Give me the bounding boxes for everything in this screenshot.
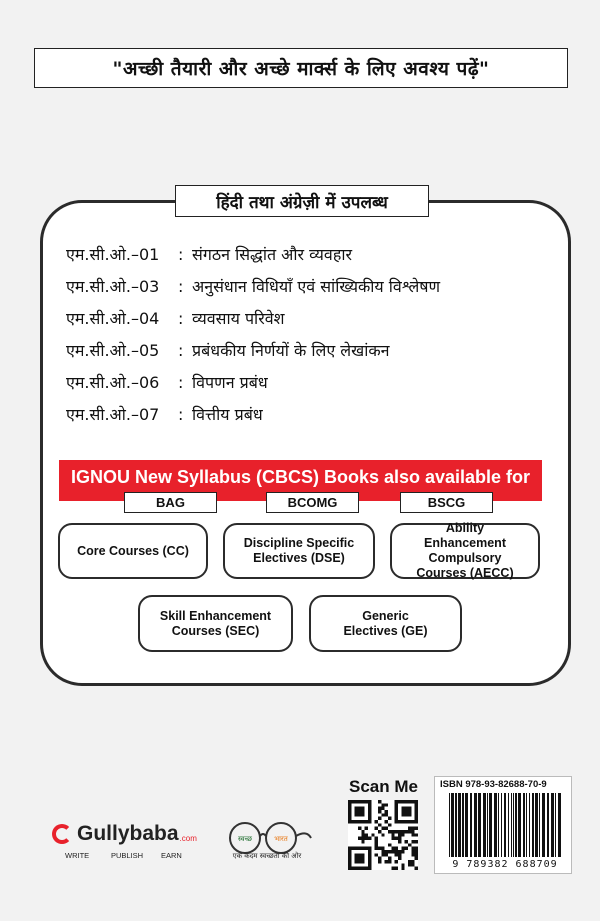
category-label: Core Courses (CC) bbox=[77, 543, 189, 558]
course-title: संगठन सिद्धांत और व्यवहार bbox=[192, 245, 353, 264]
course-item bbox=[66, 398, 546, 430]
course-separator: : bbox=[178, 404, 184, 424]
gullybaba-logo bbox=[52, 822, 197, 846]
program-label: BCOMG bbox=[287, 495, 338, 510]
program-chip-bag bbox=[124, 492, 217, 513]
course-title: प्रबंधकीय निर्णयों के लिए लेखांकन bbox=[192, 341, 390, 360]
category-ge bbox=[309, 595, 462, 652]
course-separator: : bbox=[178, 372, 184, 392]
program-label: BSCG bbox=[427, 495, 466, 510]
course-item bbox=[66, 270, 546, 302]
publisher-name: Gullybaba bbox=[77, 822, 179, 845]
tagline-text: "अच्छी तैयारी और अच्छे मार्क्स के लिए अवश्य पढ़ें" bbox=[112, 58, 490, 80]
publisher-tag-earn: EARN bbox=[161, 851, 182, 860]
category-dse bbox=[223, 523, 375, 579]
availability-heading-text: हिंदी तथा अंग्रेज़ी में उपलब्ध bbox=[216, 192, 388, 213]
swachh-right-word: भारत bbox=[274, 835, 288, 843]
swachh-caption: एक कदम स्वच्छता की ओर bbox=[232, 852, 302, 860]
category-core-courses bbox=[58, 523, 208, 579]
category-label: Discipline Specific Electives (DSE) bbox=[243, 536, 355, 565]
course-separator: : bbox=[178, 244, 184, 264]
barcode-digits: 9 789382 688709 bbox=[452, 859, 558, 870]
category-label: Ability Enhancement Compulsory Courses (AECC) bbox=[416, 521, 514, 580]
category-label: Generic Electives (GE) bbox=[343, 608, 428, 638]
tagline-box bbox=[34, 48, 568, 88]
isbn-label: ISBN 978-93-82688-70-9 bbox=[440, 779, 547, 790]
availability-heading bbox=[175, 185, 429, 217]
course-item bbox=[66, 366, 546, 398]
course-separator: : bbox=[178, 308, 184, 328]
banner-text: IGNOU New Syllabus (CBCS) Books also available for bbox=[70, 467, 531, 487]
swachh-bharat-glasses-icon bbox=[215, 812, 315, 872]
program-chip-bscg bbox=[400, 492, 493, 513]
publisher-suffix: .com bbox=[179, 833, 197, 843]
course-separator: : bbox=[178, 276, 184, 296]
course-item bbox=[66, 334, 546, 366]
course-code: एम.सी.ओ.–04 bbox=[66, 309, 160, 328]
category-label: Skill Enhancement Courses (SEC) bbox=[159, 608, 272, 638]
course-item bbox=[66, 238, 546, 270]
course-title: व्यवसाय परिवेश bbox=[192, 309, 285, 328]
course-title: अनुसंधान विधियाँ एवं सांख्यिकीय विश्लेषण bbox=[192, 277, 441, 296]
category-aecc bbox=[390, 523, 540, 579]
course-title: विपणन प्रबंध bbox=[192, 373, 268, 392]
swachh-left-word: स्वच्छ bbox=[237, 835, 253, 843]
program-chip-bcomg bbox=[266, 492, 359, 513]
program-label: BAG bbox=[156, 495, 185, 510]
course-separator: : bbox=[178, 340, 184, 360]
course-item bbox=[66, 302, 546, 334]
course-code: एम.सी.ओ.–07 bbox=[66, 405, 160, 424]
barcode-icon bbox=[447, 793, 563, 857]
publisher-tag-write: WRITE bbox=[65, 851, 90, 860]
course-code: एम.सी.ओ.–05 bbox=[66, 341, 160, 360]
course-title: वित्तीय प्रबंध bbox=[192, 405, 263, 424]
gullybaba-g-icon bbox=[52, 824, 72, 844]
course-list bbox=[66, 238, 546, 430]
course-code: एम.सी.ओ.–03 bbox=[66, 277, 160, 296]
qr-code-icon[interactable] bbox=[348, 800, 418, 870]
publisher-tag-publish: PUBLISH bbox=[111, 851, 144, 860]
category-sec bbox=[138, 595, 293, 652]
course-code: एम.सी.ओ.–01 bbox=[66, 245, 160, 264]
scan-me-label: Scan Me bbox=[349, 777, 418, 796]
course-code: एम.सी.ओ.–06 bbox=[66, 373, 160, 392]
